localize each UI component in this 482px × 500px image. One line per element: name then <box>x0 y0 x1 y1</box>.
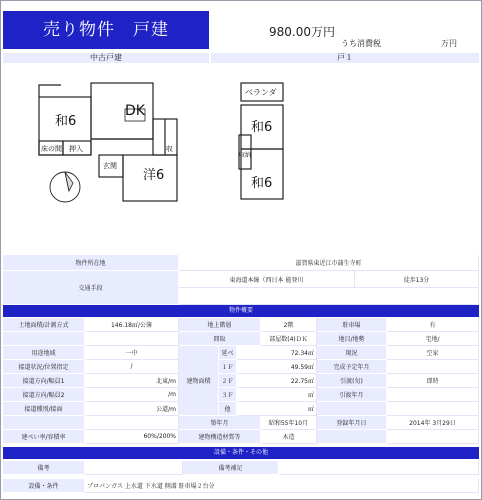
handover-value: 即時 <box>387 374 479 388</box>
other-area-value: ㎡ <box>237 402 317 416</box>
room-label: 和6 <box>251 176 273 191</box>
equipment-row <box>3 479 479 493</box>
road-direction1-label: 接道方向/幅員1 <box>3 374 85 388</box>
total-area-label: 延べ <box>219 346 237 360</box>
coverage-label: 建ぺい率/容積率 <box>3 430 85 444</box>
property-type: 中古戸建 <box>3 53 209 63</box>
structure-value: 木造 <box>261 430 317 444</box>
built-date-label: 築年月 <box>179 416 261 430</box>
floor-plan <box>3 65 479 256</box>
road-type-label: 接道種別/接面 <box>3 402 85 416</box>
blank-label <box>317 402 387 416</box>
room-label: DK <box>125 103 145 119</box>
layout-label: 間取 <box>179 332 261 346</box>
overview-row <box>3 318 479 332</box>
road-direction2-label: 接道方向/幅員2 <box>3 388 85 402</box>
room-label: 和6 <box>55 114 77 129</box>
price: 980.00万円 <box>269 25 335 39</box>
other-area-label: 他 <box>219 402 237 416</box>
remarks-label: 備考 <box>3 461 85 475</box>
location-label: 物件所在地 <box>3 255 179 271</box>
registered-date-label: 登録年月日 <box>317 416 387 430</box>
overview-row <box>3 416 479 430</box>
registered-date-value: 2014年 3月29日 <box>387 416 479 430</box>
structure-label: 建物構造材質等 <box>179 430 261 444</box>
transport-line: 東海道本線（西日本 能登川 <box>179 271 355 288</box>
overview-row <box>3 402 479 416</box>
remarks-extra-label: 備考補足 <box>183 461 279 475</box>
overview-row <box>3 388 479 402</box>
land-category-value: 宅地/ <box>387 332 479 346</box>
parking-value: 有 <box>387 318 479 332</box>
handover-month-value <box>387 388 479 402</box>
road-type-value: 公道/m <box>85 402 179 416</box>
zoning-value: 一中 <box>85 346 179 360</box>
completion-label: 完成予定年月 <box>317 360 387 374</box>
road-direction2-value: /m <box>85 388 179 402</box>
transport-extra <box>179 288 479 305</box>
room-label: 洋6 <box>143 168 165 183</box>
floors-value: 2階 <box>261 318 317 332</box>
remarks-row <box>3 461 479 475</box>
floor3-value: ㎡ <box>237 388 317 402</box>
blank-value <box>387 430 479 444</box>
building-area-label: 建物面積 <box>179 346 219 416</box>
road-value: / <box>85 360 179 374</box>
land-area-value: 146.18㎡/公簿 <box>85 318 179 332</box>
tax-label: うち消費税 <box>341 39 381 48</box>
status-value: 空家 <box>387 346 479 360</box>
room-label: ベランダ <box>245 88 277 97</box>
page-title: 売り物件 戸建 <box>3 11 209 49</box>
remarks-value <box>85 461 183 475</box>
section-overview: 物件概要 <box>3 305 479 317</box>
floors-label: 地上階層 <box>179 318 261 332</box>
floor-plan-drawing <box>3 65 479 255</box>
blank-value <box>85 332 179 346</box>
land-area-label: 土地面積/計測方式 <box>3 318 85 332</box>
transport-walk: 徒歩13分 <box>355 271 479 288</box>
overview-row <box>3 360 479 374</box>
tax-unit: 万円 <box>441 39 457 48</box>
floor1-label: １Ｆ <box>219 360 237 374</box>
total-area-value: 72.34㎡ <box>237 346 317 360</box>
status-label: 現況 <box>317 346 387 360</box>
blank-value <box>85 416 179 430</box>
transport-row <box>3 271 479 305</box>
handover-label: 引渡(旬) <box>317 374 387 388</box>
overview-row <box>3 374 479 388</box>
room-label: 収納 <box>239 152 252 159</box>
completion-value <box>387 360 479 374</box>
floor2-value: 22.75㎡ <box>237 374 317 388</box>
location-value: 滋賀県東近江市蒲生寺町 <box>179 255 479 271</box>
blank-label <box>317 430 387 444</box>
location-row <box>3 255 479 271</box>
property-units: 戸１ <box>211 53 479 63</box>
handover-month-label: 引渡年月 <box>317 388 387 402</box>
room-label: 和6 <box>251 120 273 135</box>
transport-label: 交通手段 <box>3 271 179 305</box>
room-label: 床の間 <box>41 145 62 153</box>
land-category-label: 地目/地勢 <box>317 332 387 346</box>
room-label: 収 <box>166 145 173 153</box>
blank-label <box>3 332 85 346</box>
built-date-value: 昭和55年10月 <box>261 416 317 430</box>
room-label: 玄関 <box>103 162 117 170</box>
parking-label: 駐車場 <box>317 318 387 332</box>
overview-row <box>3 332 479 346</box>
equipment-value: プロパンガス 上水道 下水道 側溝 駐車場２台分 <box>85 479 479 493</box>
road-direction1-value: 北東/m <box>85 374 179 388</box>
floor1-value: 49.59㎡ <box>237 360 317 374</box>
equipment-label: 設備・条件 <box>3 479 85 493</box>
zoning-label: 用途地域 <box>3 346 85 360</box>
remarks-extra-value <box>279 461 479 475</box>
coverage-value: 60%/200% <box>85 430 179 444</box>
compass-icon <box>50 172 80 202</box>
blank-value <box>387 402 479 416</box>
section-facilities: 設備・条件・その他 <box>3 447 479 459</box>
road-label: 接道状況/位置指定 <box>3 360 85 374</box>
room-label: 押入 <box>69 145 83 153</box>
layout-value: 部屋数(4)ＤＫ <box>261 332 317 346</box>
blank-label <box>3 416 85 430</box>
floor2-label: ２Ｆ <box>219 374 237 388</box>
floor3-label: ３Ｆ <box>219 388 237 402</box>
overview-row <box>3 430 479 444</box>
